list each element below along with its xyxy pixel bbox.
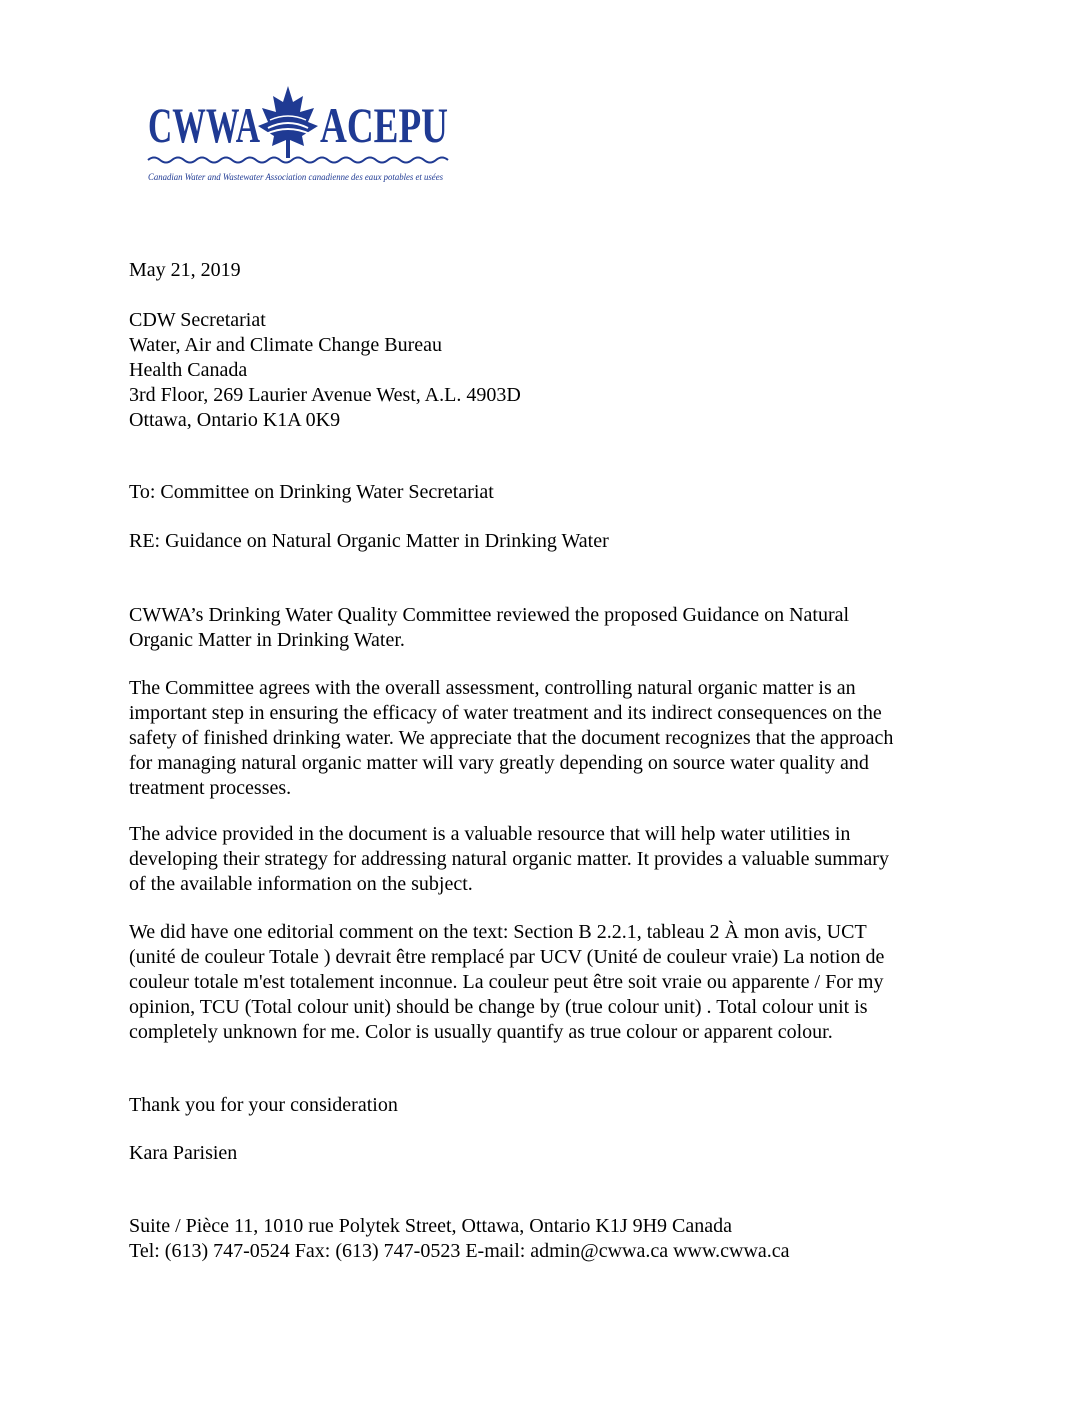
footer-contact: Tel: (613) 747-0524 Fax: (613) 747-0523 E-mail: admin@cwwa.ca www.cwwa.ca <box>129 1240 790 1262</box>
letter-date <box>129 258 969 283</box>
maple-leaf-icon <box>258 86 318 158</box>
closing-text: Thank you for your consideration <box>129 1094 398 1116</box>
subject-line <box>129 529 969 554</box>
cwwa-acepu-logo <box>148 80 453 190</box>
closing <box>129 1093 969 1118</box>
recipient-address <box>129 308 969 433</box>
paragraph-line: opinion, TCU (Total colour unit) should be change by (true colour unit) . Total colour unit is <box>129 996 868 1018</box>
signature-text: Kara Parisien <box>129 1142 238 1164</box>
logo-text-right: ACEPU <box>320 97 448 153</box>
to-line-text: To: Committee on Drinking Water Secretariat <box>129 481 494 503</box>
paragraph-line: for managing natural organic matter will vary greatly depending on source water quality and <box>129 752 869 774</box>
body-paragraph-2 <box>129 676 959 801</box>
paragraph-line: safety of finished drinking water. We appreciate that the document recognizes that the approach <box>129 727 894 749</box>
paragraph-line: The Committee agrees with the overall assessment, controlling natural organic matter is an <box>129 677 856 699</box>
recipient-line: 3rd Floor, 269 Laurier Avenue West, A.L. 4903D <box>129 384 521 406</box>
paragraph-line: important step in ensuring the efficacy of water treatment and its indirect consequences on the <box>129 702 882 724</box>
recipient-line: Ottawa, Ontario K1A 0K9 <box>129 409 341 431</box>
paragraph-line: completely unknown for me. Color is usually quantify as true colour or apparent colour. <box>129 1021 833 1043</box>
paragraph-line: couleur totale m'est totalement inconnue. La couleur peut être soit vraie ou apparente / For my <box>129 971 884 993</box>
subject-line-text: RE: Guidance on Natural Organic Matter in Drinking Water <box>129 530 609 552</box>
paragraph-line: treatment processes. <box>129 777 292 799</box>
paragraph-line: of the available information on the subject. <box>129 873 473 895</box>
logo-tagline: Canadian Water and Wastewater Association canadienne des eaux potables et usées <box>148 172 444 182</box>
paragraph-line: CWWA’s Drinking Water Quality Committee reviewed the proposed Guidance on Natural <box>129 604 850 626</box>
to-line <box>129 480 969 505</box>
signature <box>129 1141 969 1166</box>
recipient-line: Health Canada <box>129 359 248 381</box>
letter-footer <box>129 1214 969 1264</box>
paragraph-line: We did have one editorial comment on the text: Section B 2.2.1, tableau 2 À mon avis, UCT <box>129 921 867 943</box>
date-text: May 21, 2019 <box>129 259 241 281</box>
body-paragraph-1 <box>129 603 959 653</box>
logo-text-left: CWWA <box>148 97 260 153</box>
body-paragraph-4 <box>129 920 959 1045</box>
body-paragraph-3 <box>129 822 959 897</box>
paragraph-line: The advice provided in the document is a valuable resource that will help water utilities in <box>129 823 851 845</box>
recipient-line: CDW Secretariat <box>129 309 266 331</box>
footer-address: Suite / Pièce 11, 1010 rue Polytek Street, Ottawa, Ontario K1J 9H9 Canada <box>129 1215 733 1237</box>
recipient-line: Water, Air and Climate Change Bureau <box>129 334 443 356</box>
paragraph-line: developing their strategy for addressing natural organic matter. It provides a valuable summary <box>129 848 889 870</box>
paragraph-line: (unité de couleur Totale ) devrait être remplacé par UCV (Unité de couleur vraie) La notion de <box>129 946 885 968</box>
logo-wave-line <box>148 158 448 163</box>
paragraph-line: Organic Matter in Drinking Water. <box>129 629 405 651</box>
